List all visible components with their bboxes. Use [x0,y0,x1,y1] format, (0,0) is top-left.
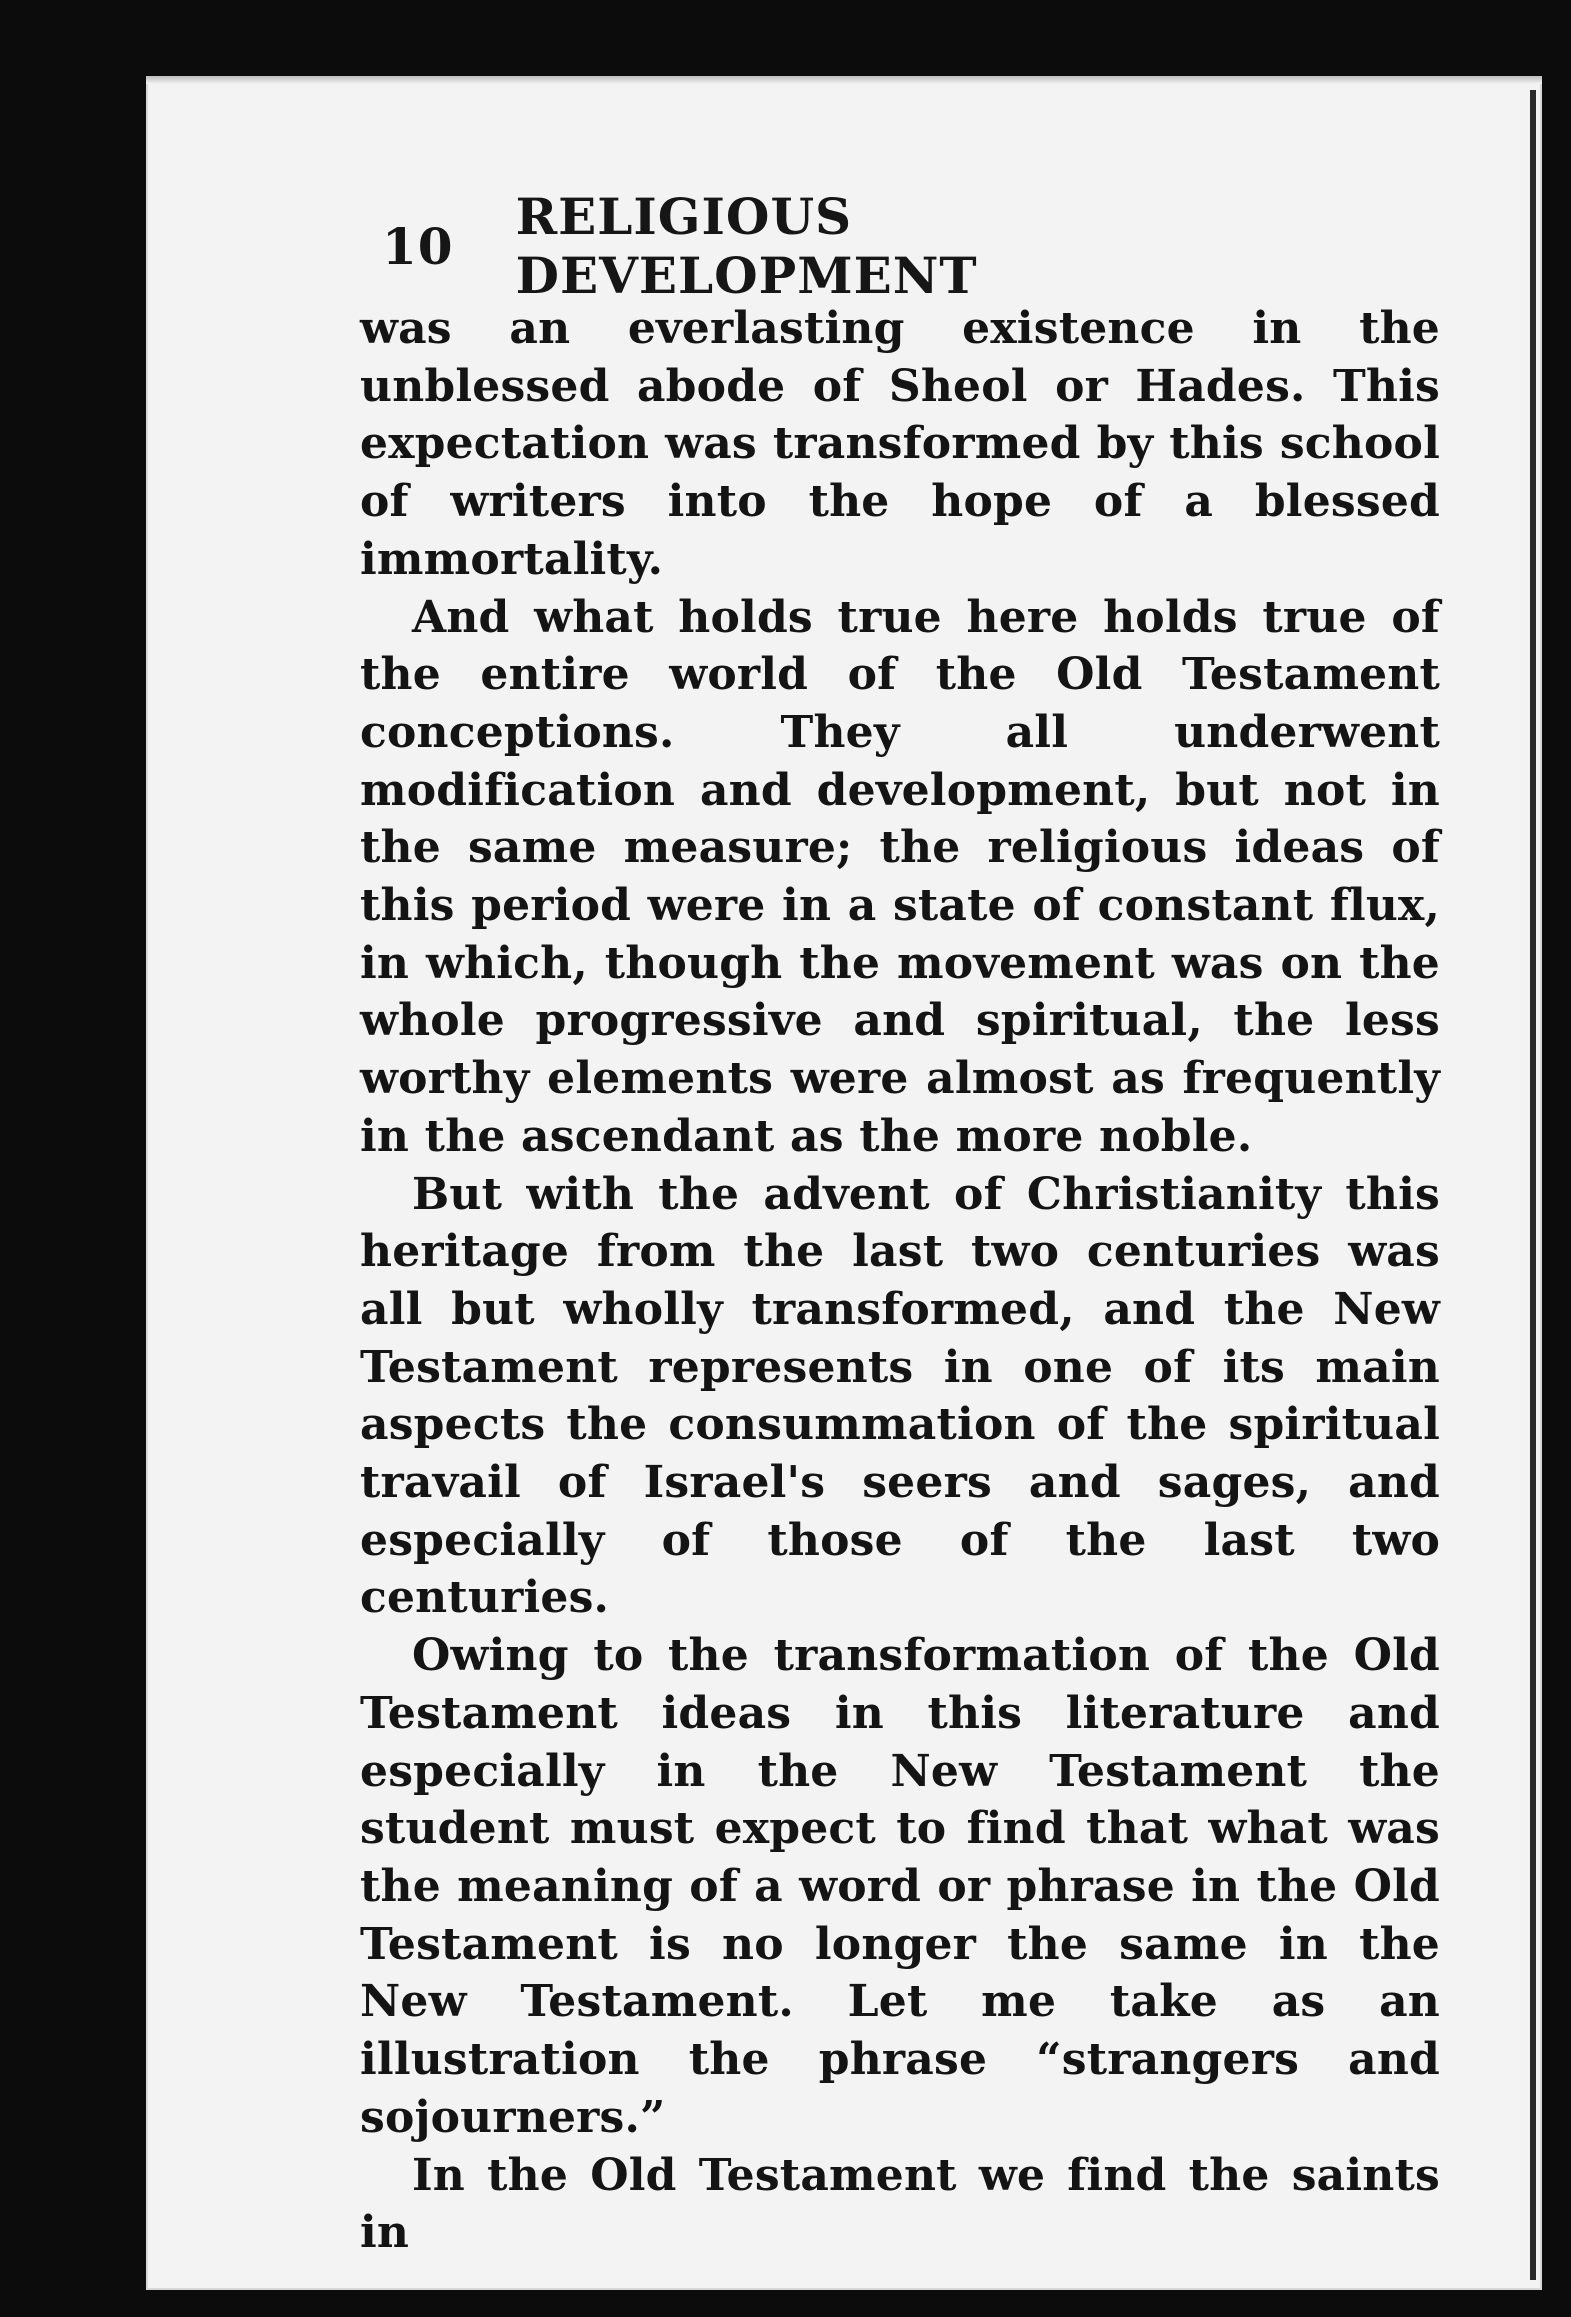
running-head [382,187,1302,305]
page-top-edge [146,76,1542,84]
page-number: 10 [382,216,454,276]
running-title: RELIGIOUS DEVELOPMENT [515,187,978,305]
paragraph-1: was an everlasting existence in the unblessed abode of Sheol or Hades. This expectation was transformed by this school of writers into the hope of a blessed immortality. [360,303,1440,585]
paragraph-3: But with the advent of Christianity this heritage from the last two centuries was all but wholly transformed, and the New Testament represents in one of its main aspects the consummation of the spiritual travail of Israel's seers and sages, and especially of those of the last two centuries. [360,1168,1440,1624]
paragraph-4: Owing to the transformation of the Old Testament ideas in this literature and especially in the New Testament the student must expect to find that what was the meaning of a word or phrase in the Old Testament is no longer the same in the New Testament. Let me take as an illustration the phrase “strangers and sojourners.” [360,1630,1440,2143]
body-text [360,300,1440,2262]
paragraph-2: And what holds true here holds true of the entire world of the Old Testament conceptions. They all underwent modification and development, but not in the same measure; the religious ideas of this period were in a state of constant flux, in which, though the movement was on the whole progressive and spiritual, the less worthy elements were almost as frequently in the ascendant as the more noble. [360,591,1440,1162]
paragraph-5: In the Old Testament we find the saints in [360,2149,1440,2259]
page-right-edge [1530,90,1536,2280]
